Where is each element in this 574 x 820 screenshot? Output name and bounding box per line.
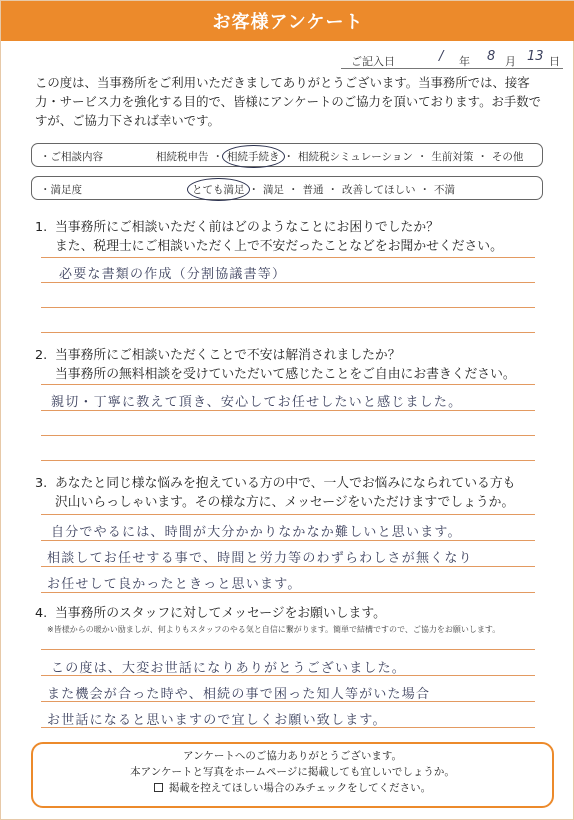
- question-2-number: 2.: [35, 348, 48, 363]
- footer-checkbox-label: 掲載を控えてほしい場合のみチェックをしてください。: [168, 782, 432, 794]
- answer-2-rule: [41, 460, 535, 461]
- date-day-unit: 日: [549, 55, 560, 68]
- question-2: [35, 347, 555, 384]
- answer-1-rule: [41, 282, 535, 283]
- answer-4-line-3: お世話になると思いますので宜しくお願い致します。: [47, 713, 387, 728]
- question-3-line2: 沢山いらっしゃいます。その様な方に、メッセージをいただけますでしょうか。: [55, 494, 515, 510]
- date-field: [341, 51, 563, 69]
- question-1-line1: 当事務所にご相談いただく前はどのようなことにお困りでしたか？: [55, 220, 439, 235]
- question-1-line2: また、税理士にご相談いただく上で不安だったことなどをお聞かせください。: [55, 238, 503, 254]
- answer-1-rule: [41, 332, 535, 333]
- date-month-unit: 月: [505, 55, 516, 68]
- date-year-unit: 年: [459, 55, 470, 68]
- answer-4-rule: [41, 675, 535, 676]
- question-3-number: 3.: [35, 476, 48, 491]
- satisfaction-option-dissatisfied[interactable]: 不満: [434, 184, 455, 196]
- answer-1-rule: [41, 257, 535, 258]
- answer-4-line-2: また機会が合った時や、相続の事で困った知人等がいた場合: [47, 687, 431, 702]
- satisfaction-options: とても満足 ・ 満足 ・ 普通 ・ 改善してほしい ・ 不満: [192, 184, 455, 196]
- answer-2-rule: [41, 435, 535, 436]
- date-month-value: 8: [487, 49, 496, 64]
- answer-3-rule: [41, 592, 535, 593]
- satisfaction-option-very-satisfied[interactable]: とても満足: [192, 184, 245, 196]
- satisfaction-option-satisfied[interactable]: 満足: [263, 184, 284, 196]
- question-4-line1: 当事務所のスタッフに対してメッセージをお願いします。: [55, 606, 386, 621]
- satisfaction-label: ・満足度: [40, 184, 82, 196]
- question-4-note: ※皆様からの暖かい励ましが、何よりもスタッフのやる気と自信に繋がります。簡単で結構ですので、ご協力をお願いします。: [47, 624, 501, 634]
- answer-2-rule: [41, 410, 535, 411]
- question-2-line2: 当事務所の無料相談を受けていただいて感じたことをご自由にお書きください。: [55, 366, 516, 382]
- date-year-value: /: [439, 49, 444, 64]
- footer-checkbox-row: [33, 780, 552, 796]
- answer-1-line-1: 必要な書類の作成（分割協議書等）: [59, 267, 287, 282]
- consultation-option-inheritance-tax-filing[interactable]: 相続税申告: [156, 151, 209, 163]
- satisfaction-option-normal[interactable]: 普通: [302, 184, 324, 196]
- form-title: お客様アンケート: [212, 12, 364, 33]
- footer-publish-question: 本アンケートと写真をホームページに掲載しても宜しいでしょうか。: [130, 766, 455, 778]
- footer-thanks: アンケートへのご協力ありがとうございます。: [182, 750, 403, 762]
- satisfaction-box: [31, 176, 543, 200]
- answer-3-rule: [41, 540, 535, 541]
- consultation-option-estate-planning[interactable]: 生前対策: [431, 151, 474, 163]
- question-4: [35, 605, 555, 636]
- answer-3-line-1: 自分でやるには、時間が大分かかりなかなか難しいと思います。: [51, 525, 462, 540]
- question-1: [35, 219, 555, 256]
- consultation-label: ・ご相談内容: [40, 151, 103, 163]
- answer-1-rule: [41, 307, 535, 308]
- answer-4-rule: [41, 701, 535, 702]
- answer-4-rule: [41, 727, 535, 728]
- question-2-line1: 当事務所にご相談いただくことで不安は解消されましたか？: [55, 348, 401, 363]
- answer-2-rule: [41, 384, 535, 385]
- answer-4-rule: [41, 649, 535, 650]
- question-3-line1: あなたと同じ様な悩みを抱えている方の中で、一人でお悩みになられている方も: [55, 476, 516, 491]
- consultation-option-other[interactable]: その他: [491, 151, 524, 163]
- consultation-option-inheritance-procedure[interactable]: 相続手続き: [227, 151, 280, 163]
- answer-3-rule: [41, 514, 535, 515]
- satisfaction-option-needs-improvement[interactable]: 改善してほしい: [342, 184, 416, 196]
- question-3: [35, 475, 555, 512]
- footer-box: [31, 742, 554, 808]
- answer-3-line-2: 相談してお任せする事で、時間と労力等のわずらわしさが無くなり: [47, 551, 473, 566]
- answer-3-line-3: お任せして良かったときっと思います。: [47, 577, 302, 592]
- answer-3-rule: [41, 566, 535, 567]
- question-1-number: 1.: [35, 220, 48, 235]
- consultation-box: [31, 143, 543, 167]
- consultation-options: 相続税申告 ・ 相続手続き ・ 相続税シミュレーション ・ 生前対策 ・ その他: [156, 151, 524, 163]
- consultation-option-tax-simulation[interactable]: 相続税シミュレーション: [298, 151, 413, 163]
- date-underline: [341, 68, 563, 69]
- answer-2-line-1: 親切・丁寧に教えて頂き、安心してお任せしたいと感じました。: [51, 395, 463, 410]
- date-day-value: 13: [527, 49, 544, 64]
- publish-opt-out-checkbox[interactable]: [154, 783, 163, 792]
- question-4-number: 4.: [35, 606, 48, 621]
- answer-4-line-1: この度は、大変お世話になりありがとうございました。: [51, 661, 407, 676]
- intro-text: この度は、当事務所をご利用いただきましてありがとうございます。当事務所では、接客力・サービス力を強化する目的で、皆様にアンケートのご協力を頂いております。お手数ですが、ご協力下されば幸いです。: [35, 75, 542, 128]
- header-bar: [1, 1, 574, 41]
- date-label: ご記入日: [351, 55, 395, 68]
